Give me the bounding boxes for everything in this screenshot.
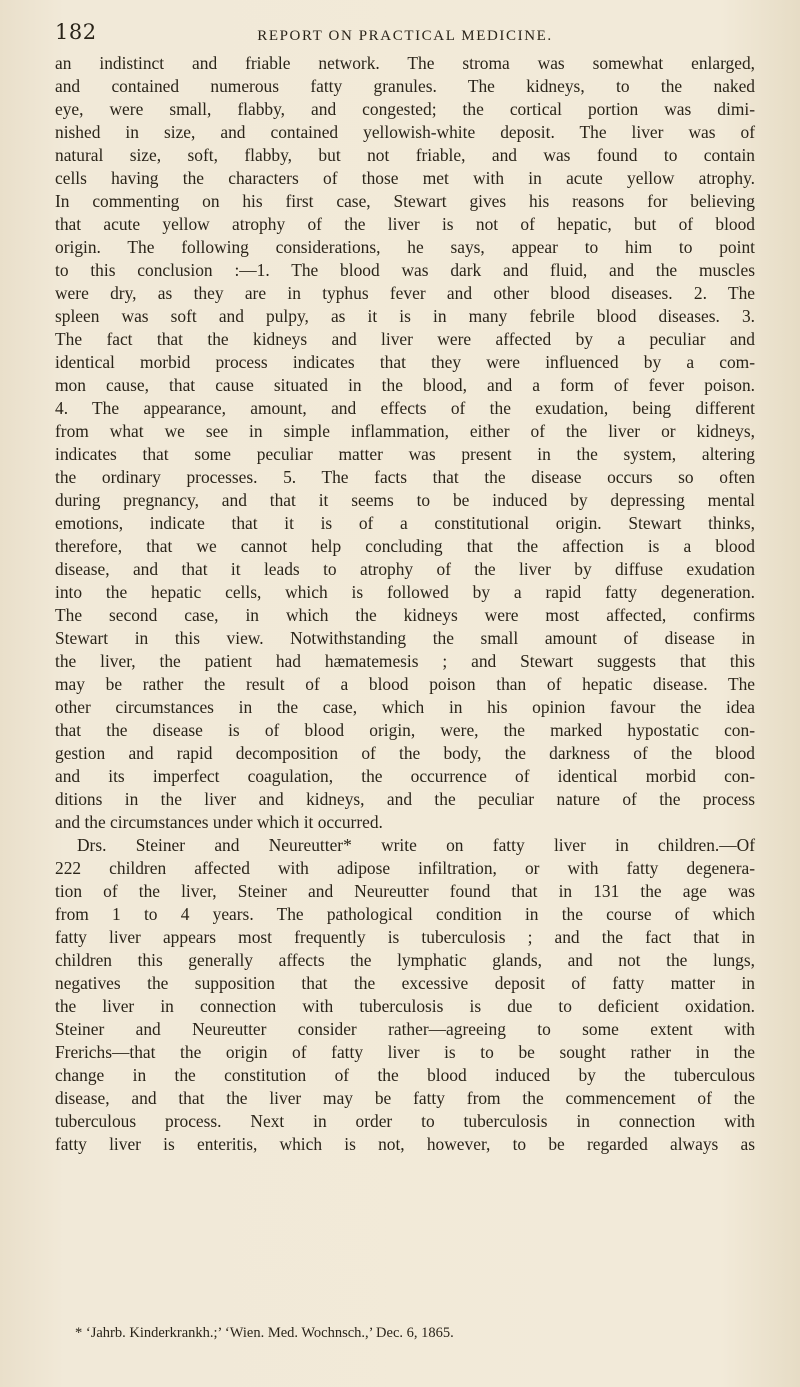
text-line: The fact that the kidneys and liver were affected by a peculiar and <box>55 329 755 349</box>
text-line: may be rather the result of a blood poison than of hepatic disease. The <box>55 674 755 694</box>
text-line: eye, were small, flabby, and congested; the cortical portion was dimi- <box>55 99 755 119</box>
text-line: 222 children affected with adipose infiltration, or with fatty degenera- <box>55 858 755 878</box>
running-title: REPORT ON PRACTICAL MEDICINE. <box>257 28 553 44</box>
text-line: from 1 to 4 years. The pathological condition in the course of which <box>55 904 755 924</box>
text-line: Drs. Steiner and Neureutter* write on fatty liver in children.—Of <box>77 835 755 855</box>
text-line: children this generally affects the lymphatic glands, and not the lungs, <box>55 950 755 970</box>
text-line: identical morbid process indicates that they were influenced by a com- <box>55 352 755 372</box>
text-line: that the disease is of blood origin, were, the marked hypostatic con- <box>55 720 755 740</box>
text-line: gestion and rapid decomposition of the body, the darkness of the blood <box>55 743 755 763</box>
text-line: into the hepatic cells, which is followed by a rapid fatty degeneration. <box>55 582 755 602</box>
footnote: * ‘Jahrb. Kinderkrankh.;’ ‘Wien. Med. Wochnsch.,’ Dec. 6, 1865. <box>75 1325 454 1341</box>
body-text <box>55 52 755 1156</box>
text-line: Stewart in this view. Notwithstanding the small amount of disease in <box>55 628 755 648</box>
text-line: In commenting on his first case, Stewart gives his reasons for believing <box>55 191 755 211</box>
text-line: origin. The following considerations, he says, appear to him to point <box>55 237 755 257</box>
text-line: the liver in connection with tuberculosis is due to deficient oxidation. <box>55 996 755 1016</box>
text-line: therefore, that we cannot help concluding that the affection is a blood <box>55 536 755 556</box>
text-line: emotions, indicate that it is of a constitutional origin. Stewart thinks, <box>55 513 755 533</box>
text-line: from what we see in simple inflammation, either of the liver or kidneys, <box>55 421 755 441</box>
text-line: and its imperfect coagulation, the occurrence of identical morbid con- <box>55 766 755 786</box>
text-line: indicates that some peculiar matter was present in the system, altering <box>55 444 755 464</box>
text-line: disease, and that it leads to atrophy of the liver by diffuse exudation <box>55 559 755 579</box>
text-line: the liver, the patient had hæmatemesis ; and Stewart suggests that this <box>55 651 755 671</box>
text-line: fatty liver appears most frequently is tuberculosis ; and the fact that in <box>55 927 755 947</box>
text-line: mon cause, that cause situated in the blood, and a form of fever poison. <box>55 375 755 395</box>
text-line: that acute yellow atrophy of the liver is not of hepatic, but of blood <box>55 214 755 234</box>
text-line: to this conclusion :—1. The blood was dark and fluid, and the muscles <box>55 260 755 280</box>
page-number: 182 <box>55 20 97 44</box>
text-line: change in the constitution of the blood induced by the tuberculous <box>55 1065 755 1085</box>
text-line: ditions in the liver and kidneys, and the peculiar nature of the process <box>55 789 755 809</box>
text-line: The second case, in which the kidneys were most affected, confirms <box>55 605 755 625</box>
text-line: other circumstances in the case, which in his opinion favour the idea <box>55 697 755 717</box>
text-line: during pregnancy, and that it seems to be induced by depressing mental <box>55 490 755 510</box>
text-line: an indistinct and friable network. The stroma was somewhat enlarged, <box>55 53 755 73</box>
text-line: fatty liver is enteritis, which is not, however, to be regarded always as <box>55 1134 755 1154</box>
text-line: disease, and that the liver may be fatty from the commencement of the <box>55 1088 755 1108</box>
text-line: spleen was soft and pulpy, as it is in many febrile blood diseases. 3. <box>55 306 755 326</box>
text-line: and contained numerous fatty granules. The kidneys, to the naked <box>55 76 755 96</box>
text-line: the ordinary processes. 5. The facts that the disease occurs so often <box>55 467 755 487</box>
text-line: were dry, as they are in typhus fever and other blood diseases. 2. The <box>55 283 755 303</box>
text-line: Frerichs—that the origin of fatty liver is to be sought rather in the <box>55 1042 755 1062</box>
text-line: tion of the liver, Steiner and Neureutter found that in 131 the age was <box>55 881 755 901</box>
text-line: Steiner and Neureutter consider rather—agreeing to some extent with <box>55 1019 755 1039</box>
text-line: negatives the supposition that the excessive deposit of fatty matter in <box>55 973 755 993</box>
text-line: natural size, soft, flabby, but not friable, and was found to contain <box>55 145 755 165</box>
text-line: 4. The appearance, amount, and effects of the exudation, being different <box>55 398 755 418</box>
text-line: cells having the characters of those met with in acute yellow atrophy. <box>55 168 755 188</box>
text-line: nished in size, and contained yellowish-white deposit. The liver was of <box>55 122 755 142</box>
text-line: and the circumstances under which it occurred. <box>55 812 383 832</box>
text-line: tuberculous process. Next in order to tuberculosis in connection with <box>55 1111 755 1131</box>
